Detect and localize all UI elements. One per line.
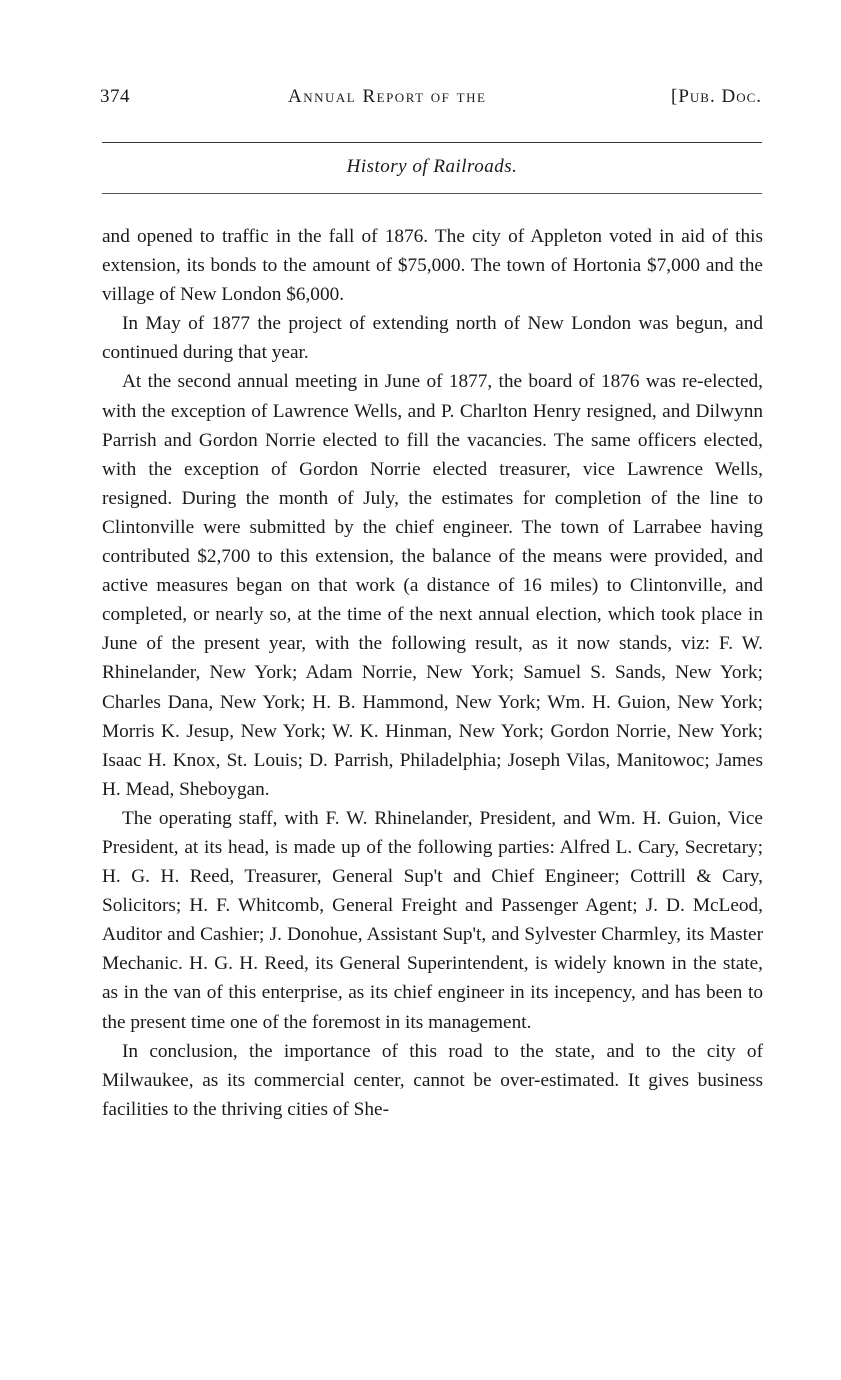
section-title: History of Railroads. [346,156,518,177]
paragraph: and opened to traffic in the fall of 1876. The city of Appleton voted in aid of this extension, its bonds to the amount of $75,000. The town of Hortonia $7,000 and the village of New London $6,000. [102,226,763,306]
page-number: 374 [100,86,130,107]
paragraph: In conclusion, the importance of this road to the state, and to the city of Milwaukee, as its commercial center, cannot be over-estimated. It gives business facilities to the thriving cities of She- [102,1040,763,1120]
header-rule-bottom [102,193,762,194]
header-rule-top [102,142,762,143]
running-title: Annual Report of the [288,86,487,107]
body-text [102,222,763,1124]
paragraph: The operating staff, with F. W. Rhinelander, President, and Wm. H. Guion, Vice President, at its head, is made up of the following parties: Alfred L. Cary, Secretary; H. G. H. Reed, Treasurer, General Sup't and Chief Engineer; Cottrill & Cary, Solicitors; H. F. Whitcomb, General Freight and Passenger Agent; J. D. McLeod, Auditor and Cashier; J. Donohue, Assistant Sup't, and Sylvester Charmley, its Master Mechanic. H. G. H. Reed, its General Superintendent, is widely known in the state, as in the van of this enterprise, as its chief engineer in its incepency, and has been to the present time one of the foremost in its management. [102,807,763,1033]
paragraph: At the second annual meeting in June of 1877, the board of 1876 was re-elected, with the exception of Lawrence Wells, and P. Charlton Henry resigned, and Dilwynn Parrish and Gordon Norrie elected to fill the vacancies. The same officers elected, with the exception of Gordon Norrie elected treasurer, vice Lawrence Wells, resigned. During the month of July, the estimates for completion of the line to Clintonville were submitted by the chief engineer. The town of Larrabee having contributed $2,700 to this extension, the balance of the means were provided, and active measures began on that work (a distance of 16 miles) to Clintonville, and completed, or nearly so, at the time of the next annual election, which took place in June of the present year, with the following result, as it now stands, viz: F. W. Rhinelander, New York; Adam Norrie, New York; Samuel S. Sands, New York; Charles Dana, New York; H. B. Hammond, New York; Wm. H. Guion, New York; Morris K. Jesup, New York; W. K. Hinman, New York; Gordon Norrie, New York; Isaac H. Knox, St. Louis; D. Parrish, Philadelphia; Joseph Vilas, Manitowoc; James H. Mead, Sheboygan. [102,371,763,800]
document-reference: [Pub. Doc. [671,86,762,107]
paragraph: In May of 1877 the project of extending north of New London was begun, and continued during that year. [102,313,763,364]
running-head [100,86,762,116]
